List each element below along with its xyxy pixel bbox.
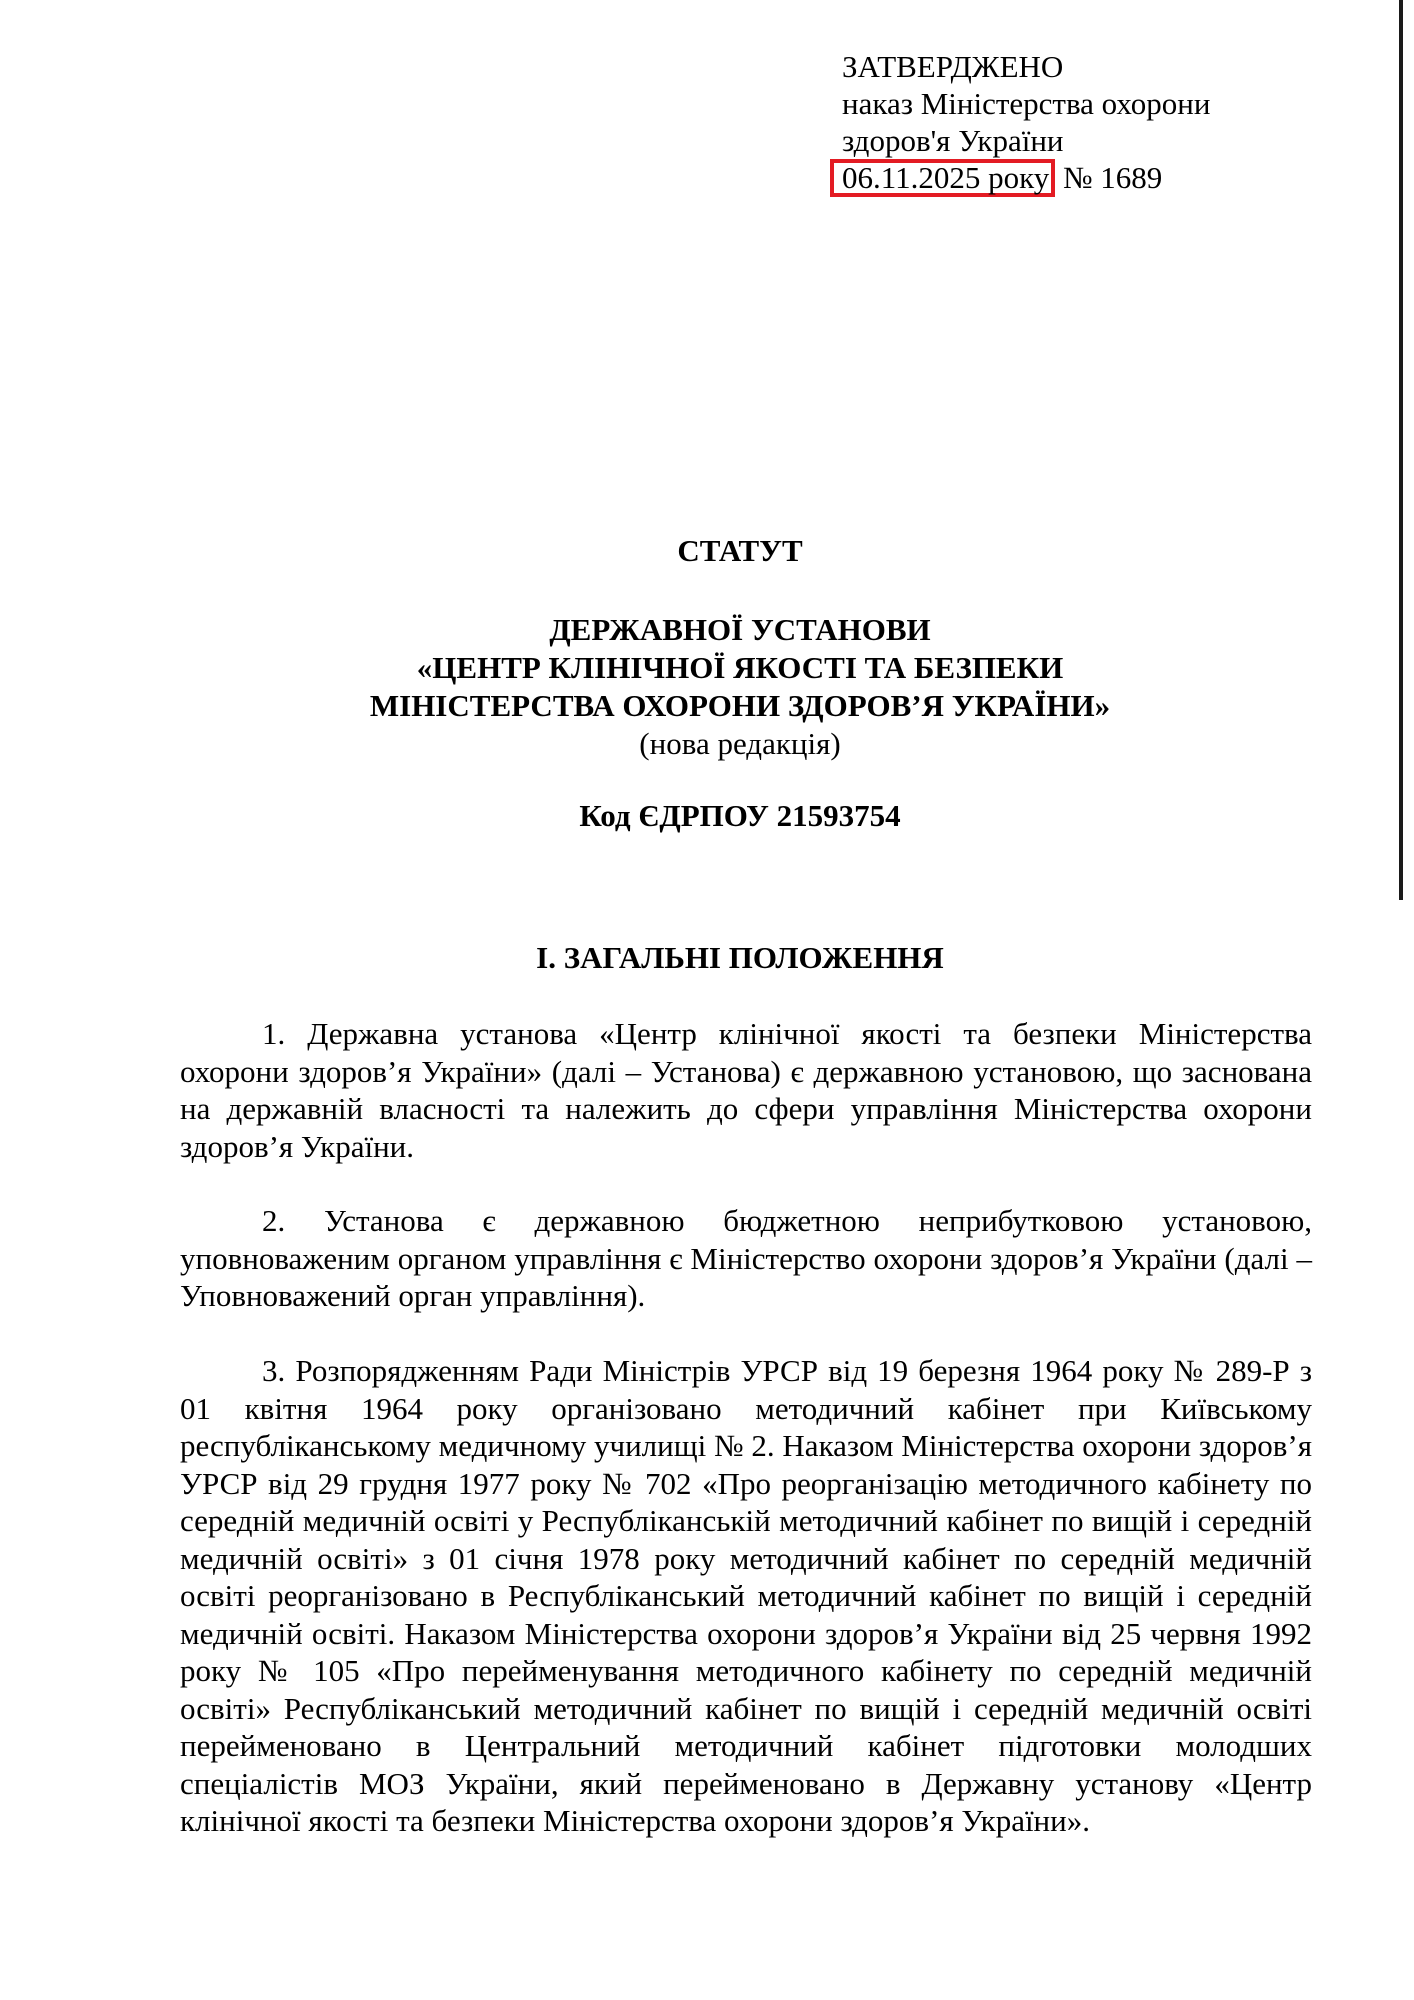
- approval-line-ministry: здоров'я України: [842, 123, 1064, 158]
- section-title: І. ЗАГАЛЬНІ ПОЛОЖЕННЯ: [536, 940, 944, 975]
- approval-stamp: [842, 48, 1210, 197]
- paragraph-3: 3. Розпорядженням Ради Міністрів УРСР від 19 березня 1964 року № 289-Р з 01 квітня 1964 року організовано методичний кабінет при Київському республіканському медичному училищі № 2. Наказом Міністерства охорони здоров’я УРСР від 29 грудня 1977 року № 702 «Про реорганізацію методичного кабінету по середній медичній освіті у Республіканській методичний кабінет по вищій і середній медичній освіті» з 01 січня 1978 року методичний кабінет по середній медичній освіті реорганізовано в Республіканський методичний кабінет по вищій і середній медичній освіті. Наказом Міністерства охорони здоров’я України від 25 червня 1992 року № 105 «Про перейменування методичного кабінету по середній медичній освіті» Республіканський методичний кабінет по вищій і середній медичній освіті перейменовано в Центральний методичний кабінет підготовки молодших спеціалістів МОЗ України, який перейменовано в Державну установу «Центр клінічної якості та безпеки Міністерства охорони здоров’я України».: [180, 1353, 1312, 1838]
- document-title: СТАТУТ: [677, 533, 803, 568]
- paragraph-1: 1. Державна установа «Центр клінічної якості та безпеки Міністерства охорони здоров’я України» (далі – Установа) є державною установою, що заснована на державній власності та належить до сфери управління Міністерства охорони здоров’я України.: [180, 1016, 1312, 1164]
- approval-line-approved: ЗАТВЕРДЖЕНО: [842, 49, 1064, 84]
- paragraph-2: 2. Установа є державною бюджетною неприбутковою установою, уповноваженим органом управління є Міністерство охорони здоров’я України (далі – Уповноважений орган управління).: [180, 1203, 1312, 1313]
- approval-order-number: № 1689: [1062, 160, 1163, 195]
- organization-name-line-1: ДЕРЖАВНОЇ УСТАНОВИ: [549, 612, 931, 647]
- approval-line-order: наказ Міністерства охорони: [842, 86, 1211, 121]
- edition-note: (нова редакція): [639, 726, 841, 761]
- approval-date-highlight: 06.11.2025 року: [830, 159, 1055, 197]
- scrollbar[interactable]: [1399, 0, 1403, 900]
- organization-name-line-2: «ЦЕНТР КЛІНІЧНОЇ ЯКОСТІ ТА БЕЗПЕКИ: [416, 650, 1064, 685]
- organization-name: [60, 611, 1414, 763]
- edrpou-code: Код ЄДРПОУ 21593754: [579, 798, 901, 833]
- approval-line-date-number: [842, 159, 1210, 197]
- organization-name-line-3: МІНІСТЕРСТВА ОХОРОНИ ЗДОРОВ’Я УКРАЇНИ»: [369, 688, 1111, 723]
